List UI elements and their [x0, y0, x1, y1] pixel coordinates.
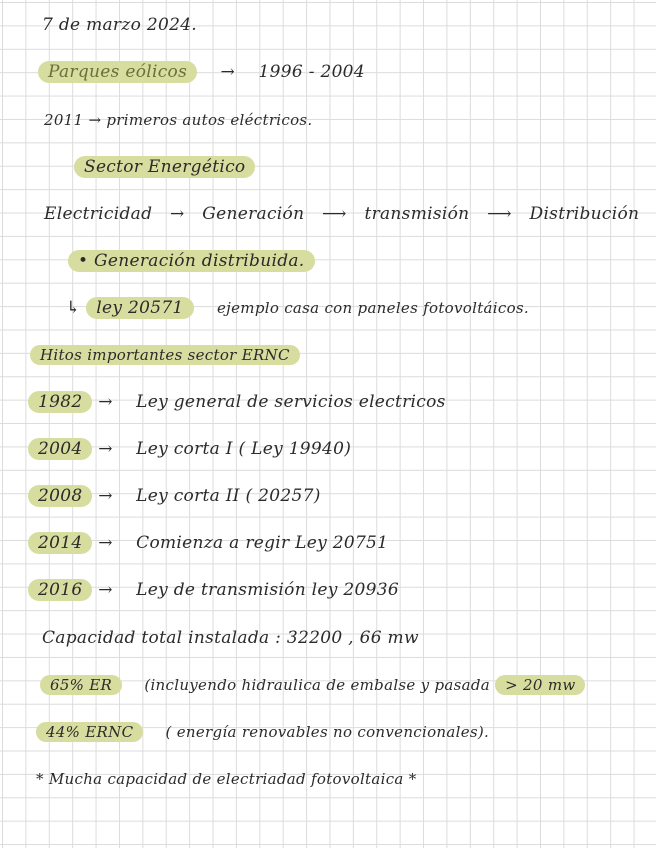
date-heading: 7 de marzo 2024.	[42, 15, 198, 35]
chain-arrow: ⟶	[487, 204, 512, 224]
ernc-line	[36, 721, 489, 743]
chain-item: Electricidad	[44, 204, 153, 224]
chain-arrow: →	[170, 204, 185, 224]
chain-item: Generación	[202, 204, 305, 224]
sector-title	[74, 156, 255, 178]
hitos-title	[30, 344, 300, 366]
parques-years: 1996 - 2004	[258, 62, 365, 82]
milestone-arrow: →	[98, 486, 113, 506]
gen-distribuida-label: • Generación distribuida.	[68, 250, 315, 272]
parques-line	[38, 61, 365, 83]
milestone-text: Comienza a regir Ley 20751	[136, 533, 389, 553]
milestone-year: 2014	[28, 532, 92, 554]
ernc-text: ( energía renovables no convencionales).	[165, 723, 490, 741]
ley-example-law: ley 20571	[86, 297, 193, 319]
sector-title-label: Sector Energético	[74, 156, 255, 178]
capacity-line: Capacidad total instalada : 32200 , 66 mw	[42, 628, 419, 648]
line-2011: 2011 → primeros autos eléctricos.	[44, 111, 313, 129]
milestone-year: 2004	[28, 438, 92, 460]
milestone-year: 2016	[28, 579, 92, 601]
milestone-year: 1982	[28, 391, 92, 413]
ley-example-text: ejemplo casa con paneles fotovoltáicos.	[217, 299, 529, 317]
note-line: * Mucha capacidad de electriadad fotovoltaica *	[36, 770, 417, 788]
milestone-row	[28, 532, 388, 554]
milestone-arrow: →	[98, 392, 113, 412]
milestone-row	[28, 391, 446, 413]
milestone-text: Ley corta I ( Ley 19940)	[136, 439, 352, 459]
milestone-arrow: →	[98, 580, 113, 600]
hitos-title-label: Hitos importantes sector ERNC	[30, 345, 300, 365]
chain-arrow: ⟶	[322, 204, 347, 224]
ernc-pct: 44% ERNC	[36, 722, 143, 742]
chain-item: transmisión	[364, 204, 470, 224]
milestone-row	[28, 485, 321, 507]
parques-label: Parques eólicos	[38, 61, 197, 83]
er-tag: > 20 mw	[495, 675, 585, 695]
milestone-arrow: →	[98, 439, 113, 459]
milestone-text: Ley corta II ( 20257)	[136, 486, 321, 506]
milestone-text: Ley de transmisión ley 20936	[136, 580, 399, 600]
milestone-row	[28, 438, 351, 460]
energy-chain	[44, 203, 639, 225]
milestone-year: 2008	[28, 485, 92, 507]
milestone-text: Ley general de servicios electricos	[136, 392, 446, 412]
milestone-arrow: →	[98, 533, 113, 553]
hook-arrow-icon: ↳	[66, 298, 81, 318]
ley-example-line	[66, 297, 529, 319]
gen-distribuida	[68, 250, 315, 272]
milestone-row	[28, 579, 399, 601]
er-pct: 65% ER	[40, 675, 122, 695]
chain-item: Distribución	[529, 204, 640, 224]
er-text: (incluyendo hidraulica de embalse y pasada	[144, 676, 491, 694]
parques-arrow: →	[220, 62, 236, 82]
er-line	[40, 674, 585, 696]
